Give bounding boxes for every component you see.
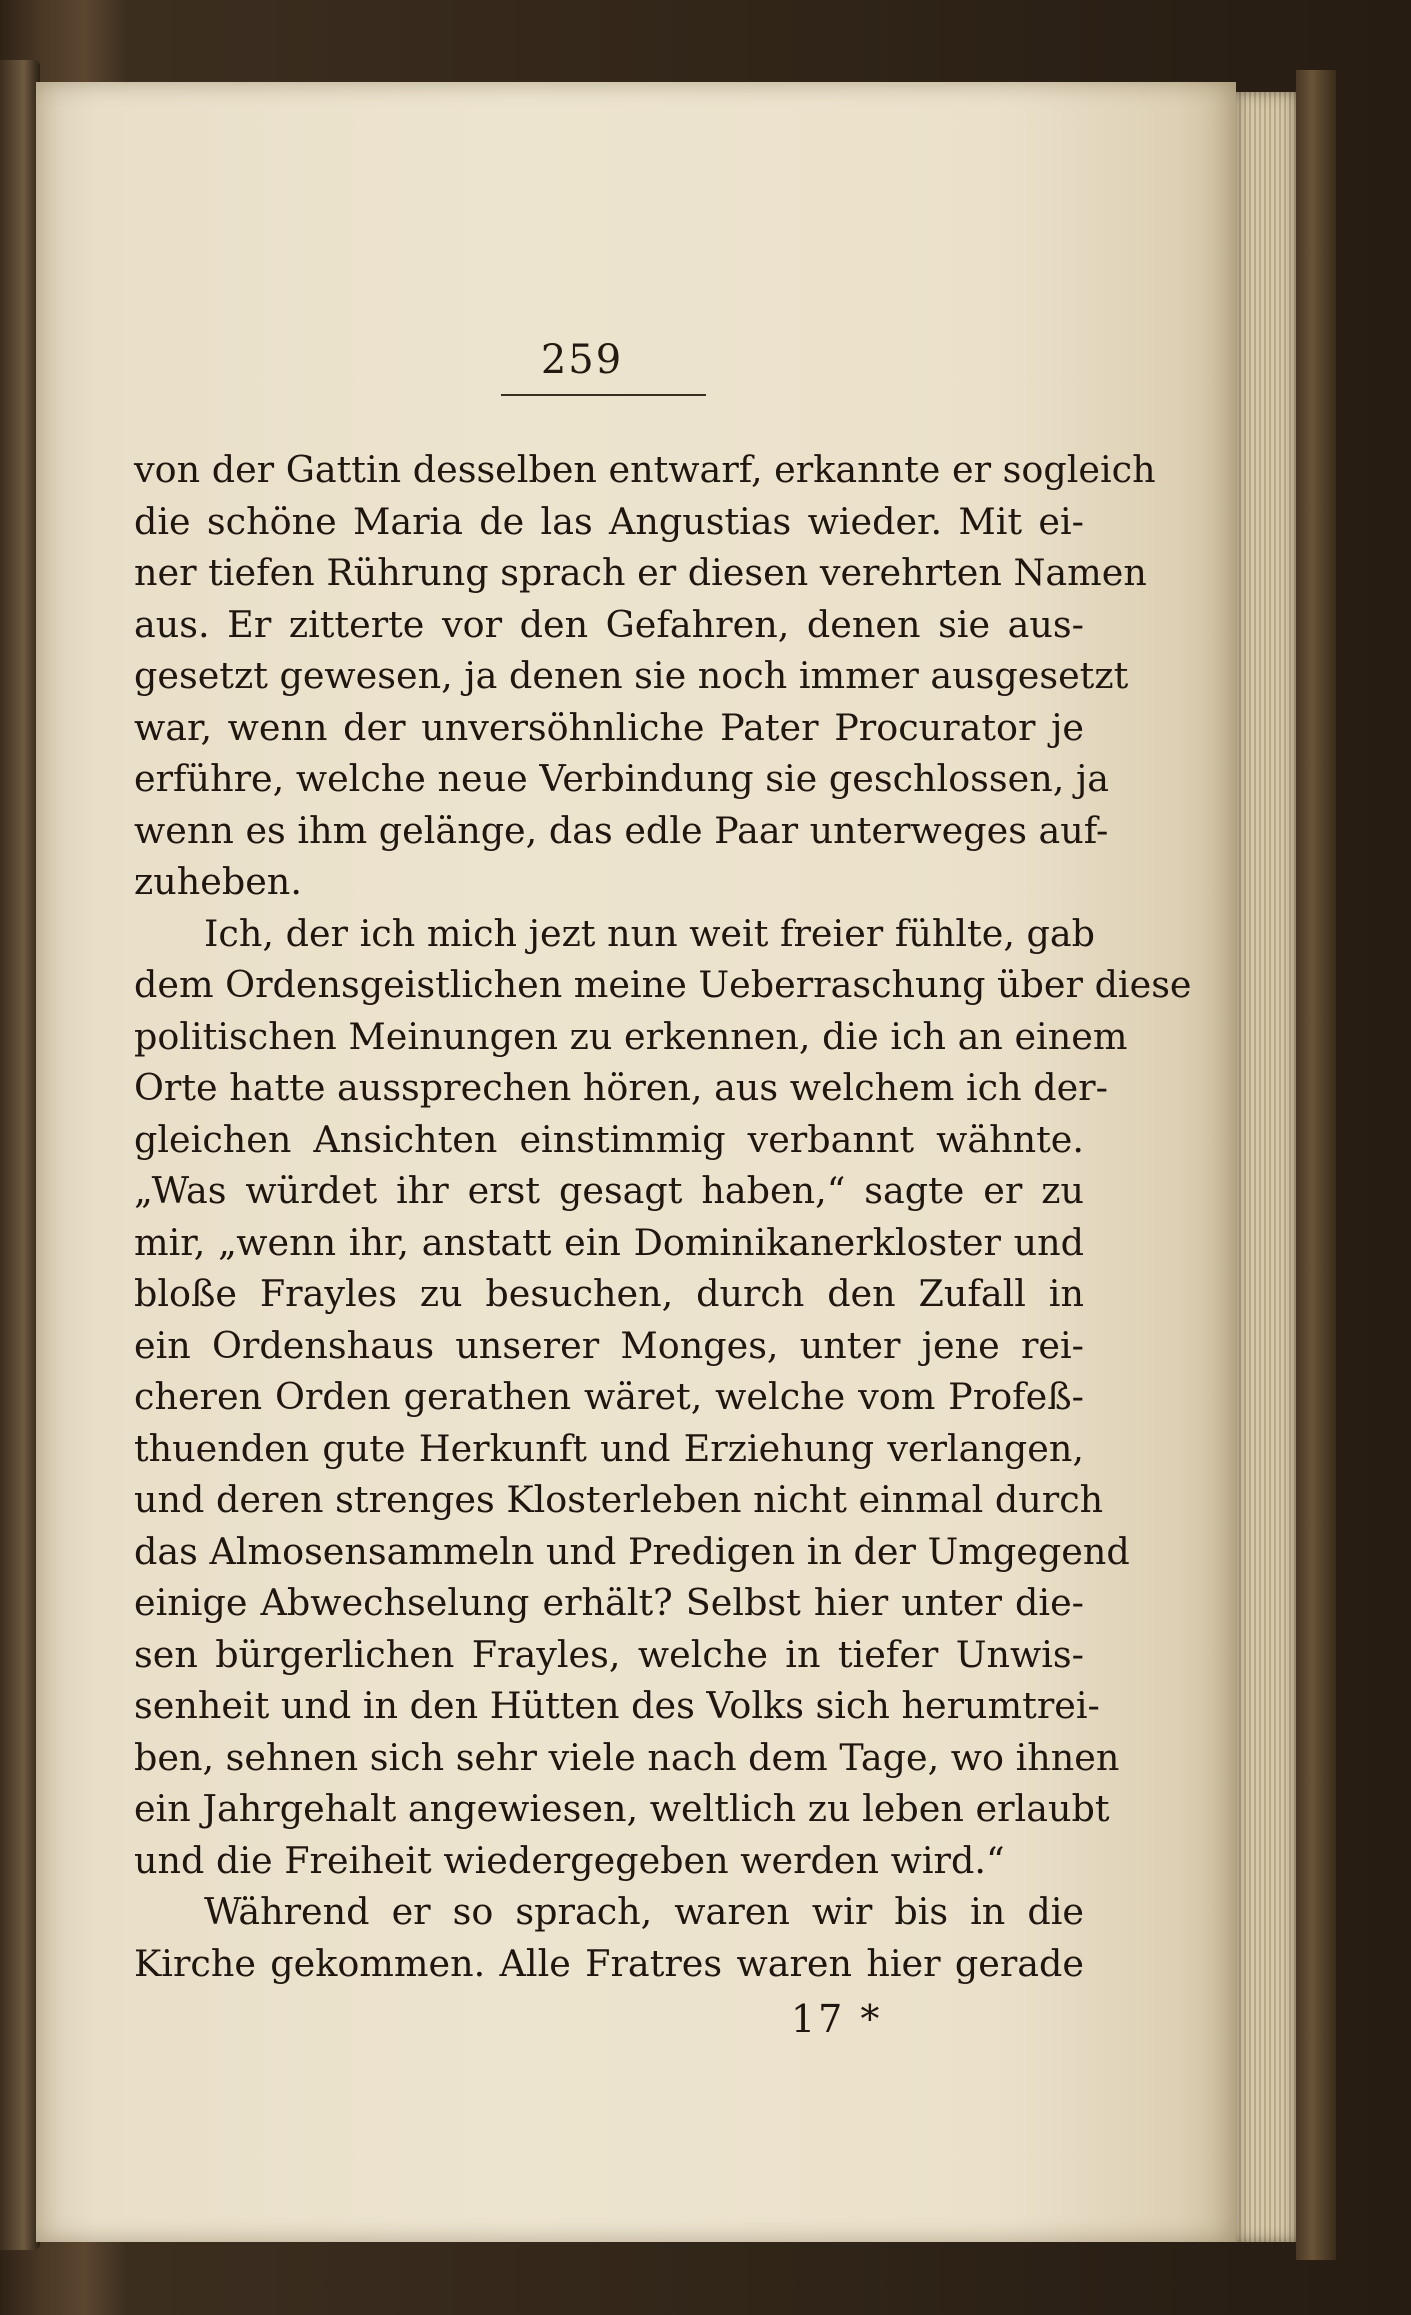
text-line: von der Gattin desselben entwarf, erkannte er sogleich xyxy=(134,448,1156,491)
text-line: Orte hatte aussprechen hören, aus welchem ich der- xyxy=(134,1066,1108,1109)
text-line: und die Freiheit wiedergegeben werden wird.“ xyxy=(134,1838,1005,1882)
text-line: cheren Orden gerathen wäret, welche vom Profeß- xyxy=(134,1375,1084,1418)
text-line: das Almosensammeln und Predigen in der Umgegend xyxy=(134,1529,1130,1573)
page-number: 259 xyxy=(540,337,624,383)
text-line: und deren strenges Klosterleben nicht einmal durch xyxy=(134,1478,1104,1521)
text-line: Während er so sprach, waren wir bis in die xyxy=(204,1890,1084,1933)
page-edges xyxy=(1236,92,1296,2242)
text-line: „Was würdet ihr erst gesagt haben,“ sagte er zu xyxy=(134,1169,1084,1212)
text-line: Kirche gekommen. Alle Fratres waren hier gerade xyxy=(134,1941,1084,1985)
text-line: ner tiefen Rührung sprach er diesen verehrten Namen xyxy=(134,551,1147,594)
text-line: ben, sehnen sich sehr viele nach dem Tage, wo ihnen xyxy=(134,1735,1120,1779)
text-line: thuenden gute Herkunft und Erziehung verlangen, xyxy=(134,1426,1084,1470)
text-line: mir, „wenn ihr, anstatt ein Dominikanerkloster und xyxy=(134,1220,1084,1264)
text-line: gleichen Ansichten einstimmig verbannt wähnte. xyxy=(134,1117,1084,1161)
text-line: wenn es ihm gelänge, das edle Paar unterweges auf- xyxy=(134,808,1109,852)
text-line: Ich, der ich mich jezt nun weit freier fühlte, gab xyxy=(204,911,1096,955)
text-line: dem Ordensgeistlichen meine Ueberraschung über diese xyxy=(134,963,1192,1006)
text-line: war, wenn der unversöhnliche Pater Procurator je xyxy=(134,705,1084,749)
book-cover-right-edge xyxy=(1296,70,1336,2260)
text-line: erführe, welche neue Verbindung sie geschlossen, ja xyxy=(134,757,1110,800)
printer-signature: 17 * xyxy=(791,1997,883,2041)
header-rule xyxy=(501,394,706,396)
text-line: die schöne Maria de las Angustias wieder. Mit ei- xyxy=(134,499,1084,543)
text-line: sen bürgerlichen Frayles, welche in tiefer Unwis- xyxy=(134,1632,1084,1676)
text-line: ein Jahrgehalt angewiesen, weltlich zu leben erlaubt xyxy=(134,1787,1110,1830)
text-line: gesetzt gewesen, ja denen sie noch immer ausgesetzt xyxy=(134,654,1129,697)
text-line: bloße Frayles zu besuchen, durch den Zufall in xyxy=(134,1272,1084,1315)
book-cover-left-edge xyxy=(0,60,40,2250)
text-line: aus. Er zitterte vor den Gefahren, denen sie aus- xyxy=(134,602,1084,646)
book-page xyxy=(36,82,1236,2242)
text-line: senheit und in den Hütten des Volks sich herumtrei- xyxy=(134,1684,1100,1727)
body-text xyxy=(134,444,1192,1989)
text-line: einige Abwechselung erhält? Selbst hier unter die- xyxy=(134,1581,1084,1624)
text-line: zuheben. xyxy=(134,860,302,903)
text-line: politischen Meinungen zu erkennen, die ich an einem xyxy=(134,1014,1128,1058)
text-line: ein Ordenshaus unserer Monges, unter jene rei- xyxy=(134,1323,1084,1367)
